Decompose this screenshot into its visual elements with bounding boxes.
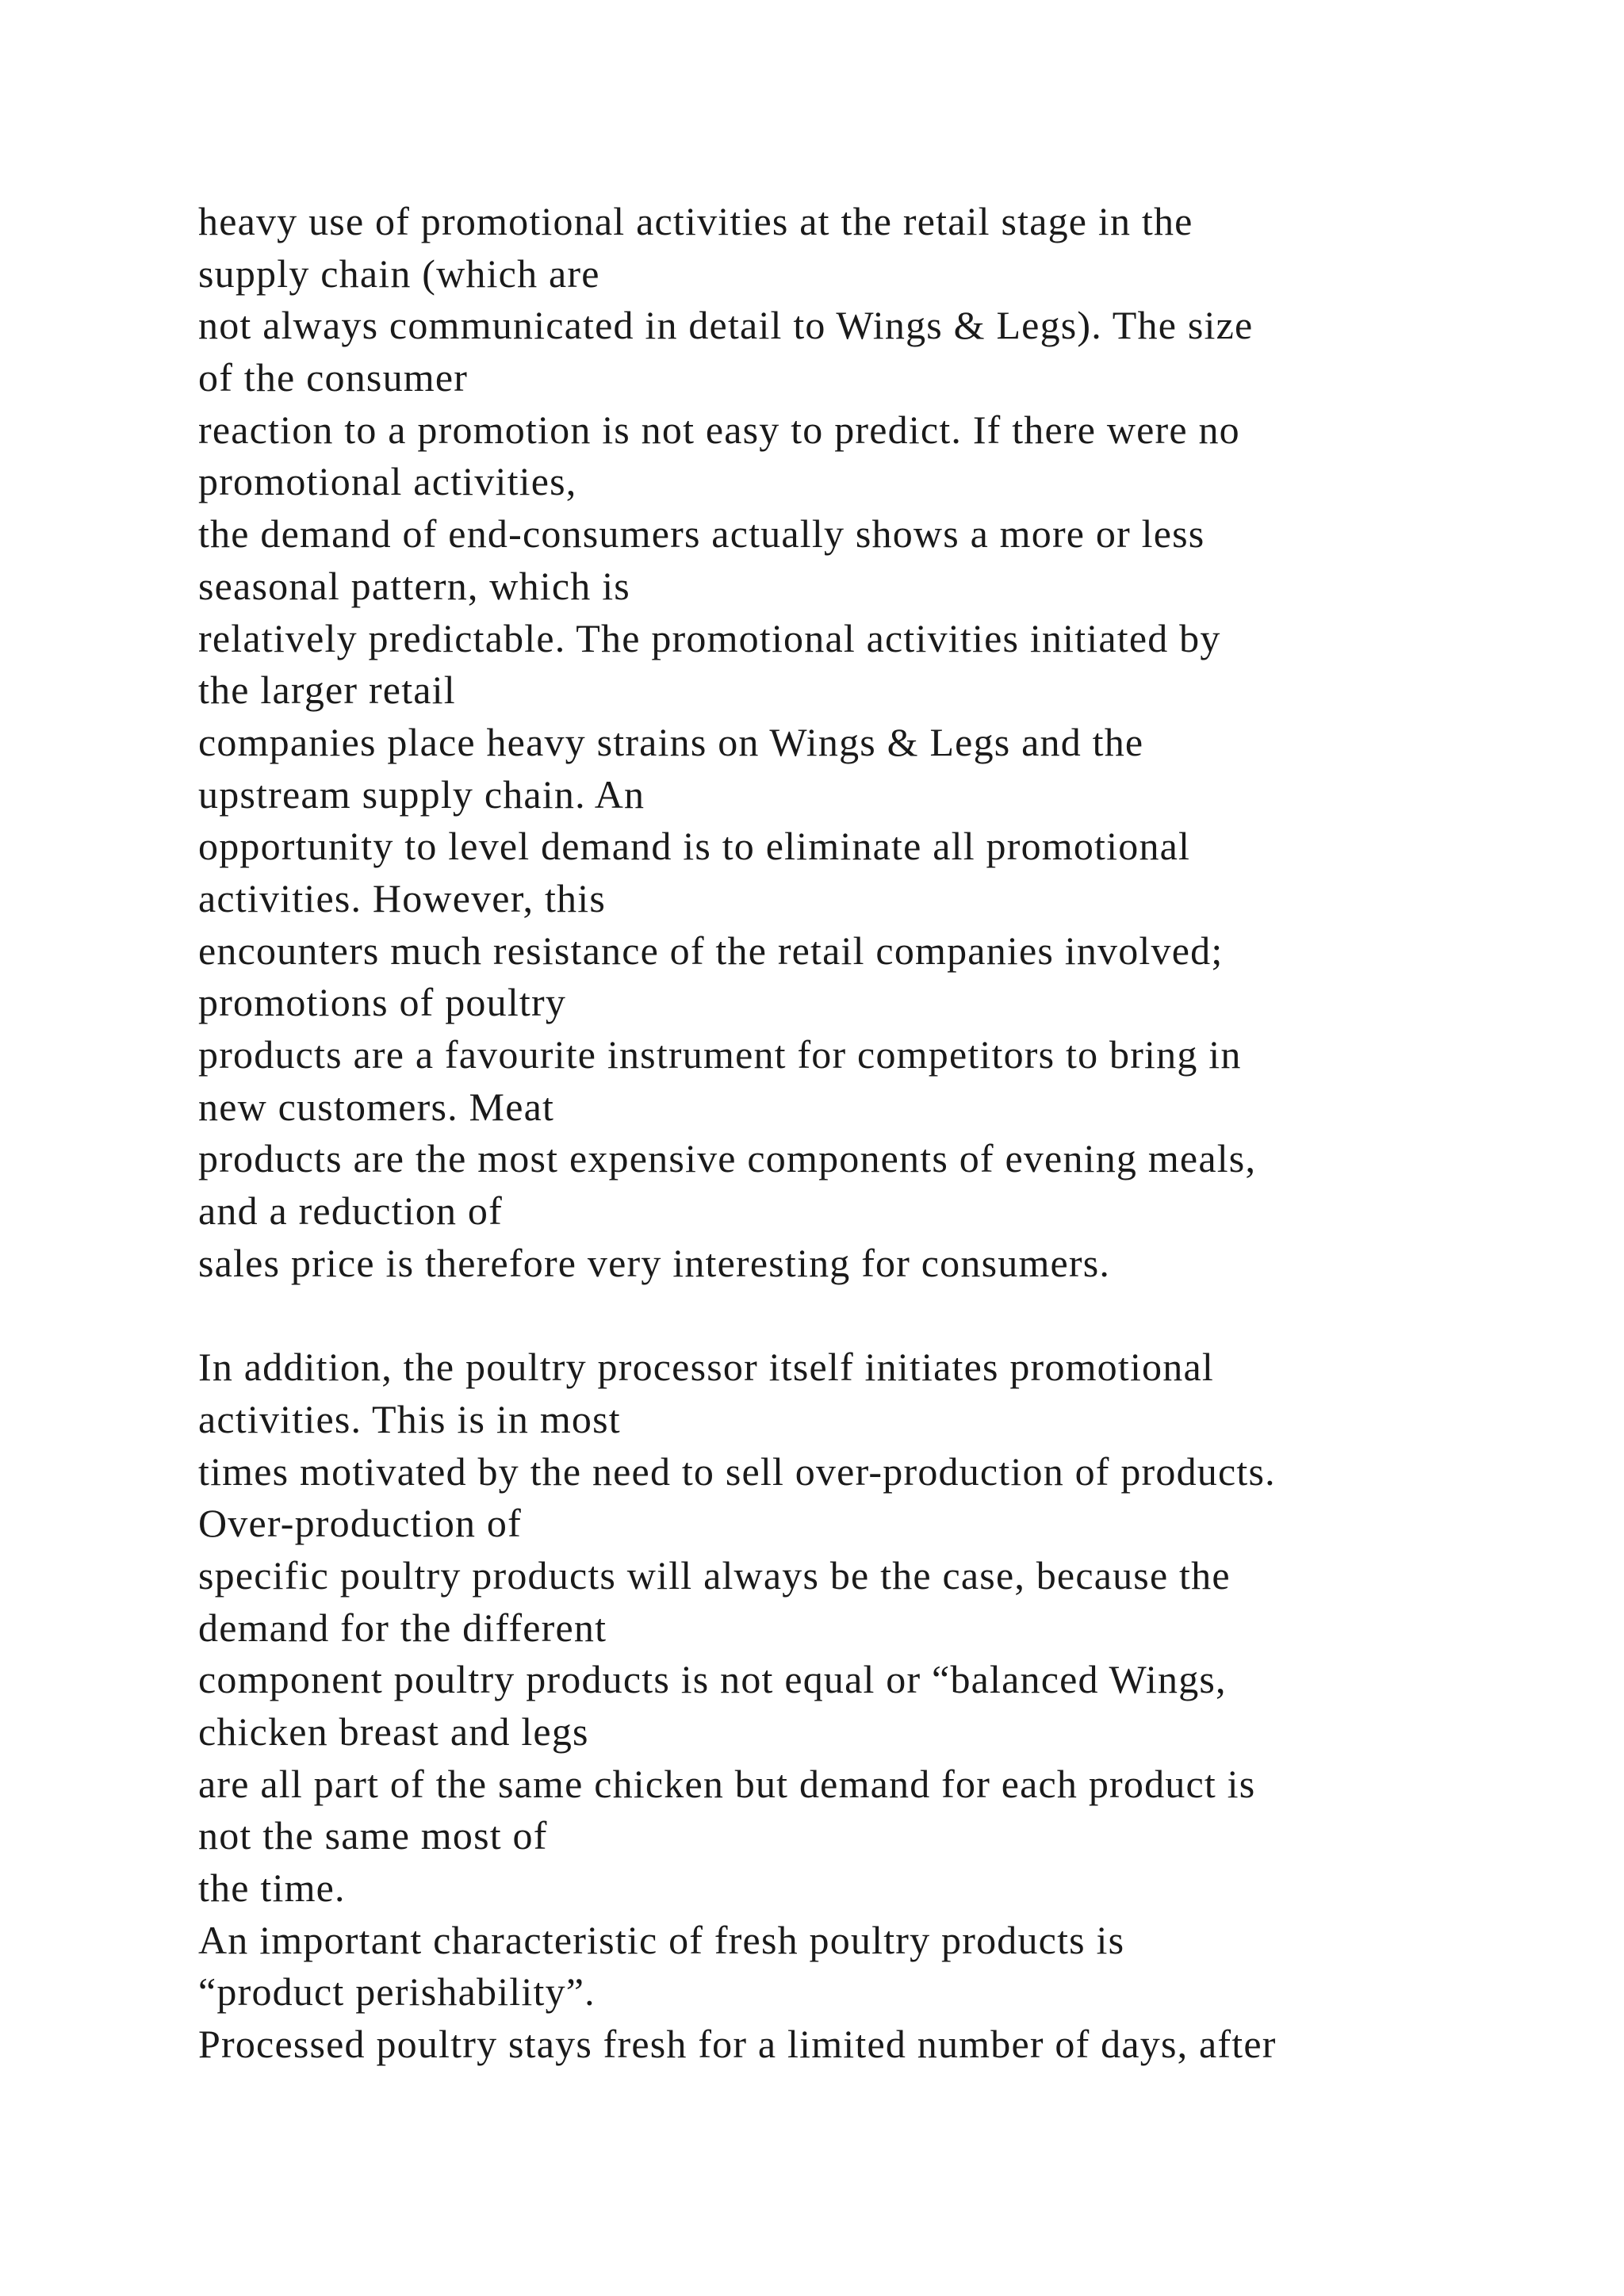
text-line: opportunity to level demand is to eliminate all promotional <box>198 824 1191 869</box>
text-line: and a reduction of <box>198 1188 503 1234</box>
text-line: seasonal pattern, which is <box>198 563 630 608</box>
text-line: the demand of end-consumers actually shows a more or less <box>198 511 1205 557</box>
text-line: promotional activities, <box>198 459 577 504</box>
text-line: demand for the different <box>198 1605 607 1650</box>
text-line: encounters much resistance of the retail companies involved; <box>198 928 1224 973</box>
text-line: promotions of poultry <box>198 980 567 1025</box>
text-line: component poultry products is not equal or “balanced Wings, <box>198 1657 1227 1702</box>
text-line: not the same most of <box>198 1813 548 1858</box>
text-line: the larger retail <box>198 668 456 713</box>
text-line: heavy use of promotional activities at the retail stage in the <box>198 199 1193 243</box>
text-line: In addition, the poultry processor itself initiates promotional <box>198 1345 1214 1390</box>
text-line: chicken breast and legs <box>198 1709 589 1754</box>
text-line: times motivated by the need to sell over-production of products. <box>198 1448 1276 1494</box>
text-line: “product perishability”. <box>198 1969 596 2015</box>
text-line: activities. This is in most <box>198 1396 621 1441</box>
text-line: the time. <box>198 1866 346 1910</box>
text-line: companies place heavy strains on Wings & Legs and the <box>198 719 1144 764</box>
text-line: supply chain (which are <box>198 251 600 296</box>
paragraph-break <box>198 1289 1546 1341</box>
text-line: reaction to a promotion is not easy to predict. If there were no <box>198 407 1240 452</box>
body-text <box>198 196 1546 2071</box>
text-line: upstream supply chain. An <box>198 771 645 817</box>
text-line: are all part of the same chicken but demand for each product is <box>198 1761 1256 1806</box>
text-line: products are a favourite instrument for competitors to bring in <box>198 1032 1242 1077</box>
text-line: new customers. Meat <box>198 1084 555 1129</box>
text-line: of the consumer <box>198 355 469 400</box>
text-line: sales price is therefore very interesting for consumers. <box>198 1240 1111 1285</box>
text-line: relatively predictable. The promotional activities initiated by <box>198 615 1221 660</box>
text-line: Processed poultry stays fresh for a limited number of days, after <box>198 2022 1277 2067</box>
text-line: activities. However, this <box>198 875 606 920</box>
text-line: specific poultry products will always be the case, because the <box>198 1552 1231 1598</box>
text-line: Over-production of <box>198 1501 522 1546</box>
text-line: products are the most expensive components of evening meals, <box>198 1136 1257 1181</box>
text-line: not always communicated in detail to Wings & Legs). The size <box>198 303 1254 348</box>
text-line: An important characteristic of fresh poultry products is <box>198 1917 1125 1962</box>
